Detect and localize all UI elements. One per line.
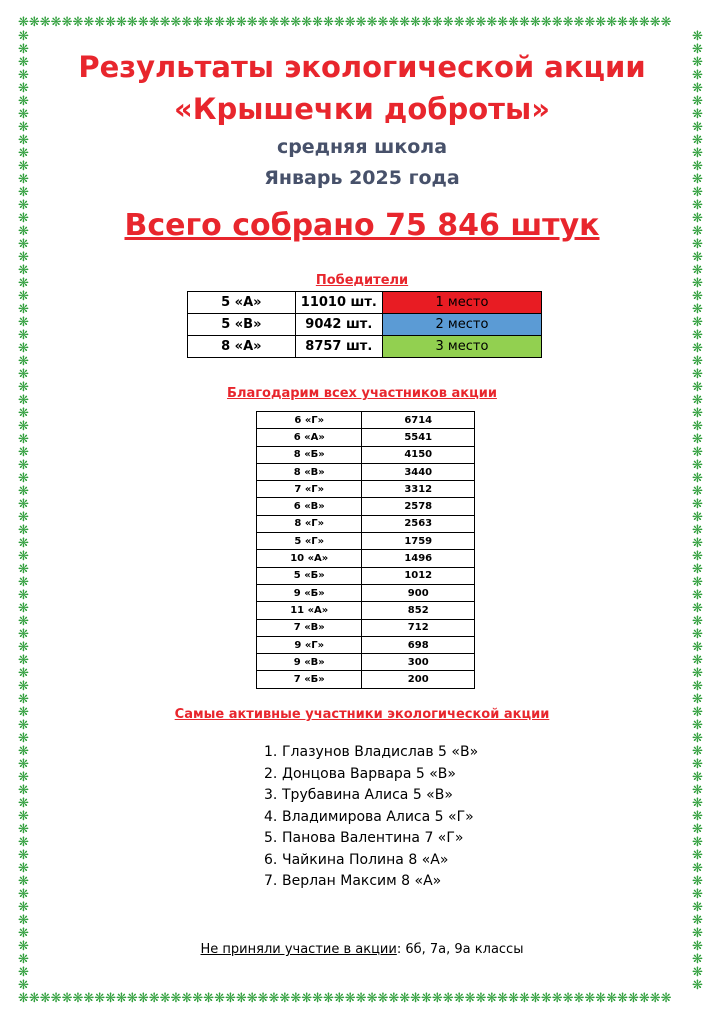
participant-class: 5 «Г» — [257, 533, 362, 550]
table-row — [257, 636, 475, 653]
table-row — [257, 463, 475, 480]
participant-count: 6714 — [362, 412, 475, 429]
table-row — [257, 533, 475, 550]
participant-count: 300 — [362, 654, 475, 671]
participant-count: 1759 — [362, 533, 475, 550]
border-right: ❋❋❋❋❋❋❋❋❋❋❋❋❋❋❋❋❋❋❋❋❋❋❋❋❋❋❋❋❋❋❋❋❋❋❋❋❋❋❋❋❋❋❋❋❋❋❋❋❋❋❋❋❋❋❋❋❋❋❋❋❋❋❋❋❋❋❋❋❋❋❋❋❋❋ — [692, 30, 703, 992]
list-item — [264, 828, 478, 850]
participant-count: 3440 — [362, 463, 475, 480]
list-text: Трубавина Алиса 5 «В» — [282, 787, 453, 803]
table-row — [257, 654, 475, 671]
participant-class: 10 «А» — [257, 550, 362, 567]
winner-class: 8 «А» — [188, 336, 296, 358]
table-row — [257, 550, 475, 567]
border-top: ❋❋❋❋❋❋❋❋❋❋❋❋❋❋❋❋❋❋❋❋❋❋❋❋❋❋❋❋❋❋❋❋❋❋❋❋❋❋❋❋❋❋❋❋❋❋❋❋❋❋❋❋❋❋❋❋❋❋❋❋ — [18, 16, 672, 30]
participant-class: 6 «В» — [257, 498, 362, 515]
subtitle-school: средняя школа — [276, 136, 448, 158]
table-row — [188, 292, 542, 314]
list-text: Панова Валентина 7 «Г» — [282, 830, 464, 846]
participant-class: 9 «Б» — [257, 584, 362, 601]
table-row — [257, 446, 475, 463]
participant-class: 7 «Б» — [257, 671, 362, 688]
table-row — [257, 602, 475, 619]
participant-count: 2563 — [362, 515, 475, 532]
total-collected: Всего собрано 75 846 штук — [124, 208, 600, 243]
border-bottom: ❋❋❋❋❋❋❋❋❋❋❋❋❋❋❋❋❋❋❋❋❋❋❋❋❋❋❋❋❋❋❋❋❋❋❋❋❋❋❋❋❋❋❋❋❋❋❋❋❋❋❋❋❋❋❋❋❋❋❋❋ — [18, 992, 672, 1006]
participant-class: 6 «А» — [257, 429, 362, 446]
winner-count: 9042 шт. — [295, 314, 382, 336]
list-text: Верлан Максим 8 «А» — [282, 873, 442, 889]
participants-heading: Благодарим всех участников акции — [227, 386, 497, 401]
non-participants-value: : 6б, 7а, 9а классы — [396, 942, 524, 957]
participant-count: 900 — [362, 584, 475, 601]
winners-heading: Победители — [315, 273, 409, 288]
border-left: ❋❋❋❋❋❋❋❋❋❋❋❋❋❋❋❋❋❋❋❋❋❋❋❋❋❋❋❋❋❋❋❋❋❋❋❋❋❋❋❋❋❋❋❋❋❋❋❋❋❋❋❋❋❋❋❋❋❋❋❋❋❋❋❋❋❋❋❋❋❋❋❋❋❋ — [18, 30, 29, 992]
list-item — [264, 871, 478, 893]
participant-count: 1496 — [362, 550, 475, 567]
winner-place-second: 2 место — [382, 314, 541, 336]
list-number: 5. — [264, 830, 278, 846]
participant-count: 712 — [362, 619, 475, 636]
list-text: Глазунов Владислав 5 «В» — [282, 744, 479, 760]
participant-count: 698 — [362, 636, 475, 653]
list-number: 6. — [264, 851, 278, 868]
participant-count: 2578 — [362, 498, 475, 515]
participant-count: 4150 — [362, 446, 475, 463]
table-row — [257, 671, 475, 688]
participant-count: 1012 — [362, 567, 475, 584]
participant-class: 8 «Г» — [257, 515, 362, 532]
table-row — [257, 567, 475, 584]
list-item — [264, 850, 478, 872]
participant-count: 3312 — [362, 481, 475, 498]
table-row — [188, 336, 542, 358]
participant-count: 852 — [362, 602, 475, 619]
participant-class: 8 «В» — [257, 463, 362, 480]
list-number: 4. — [264, 808, 278, 825]
table-row — [257, 619, 475, 636]
participant-class: 7 «В» — [257, 619, 362, 636]
list-text: Владимирова Алиса 5 «Г» — [282, 808, 474, 825]
table-row — [188, 314, 542, 336]
title-line-1: Результаты экологической акции — [78, 50, 646, 84]
winner-place-third: 3 место — [382, 336, 541, 358]
list-text: Чайкина Полина 8 «А» — [282, 851, 449, 868]
title-line-2: «Крышечки доброты» — [174, 92, 550, 126]
participant-class: 5 «Б» — [257, 567, 362, 584]
participants-table — [256, 411, 475, 689]
list-item — [264, 785, 478, 807]
list-text: Донцова Варвара 5 «В» — [282, 765, 456, 782]
winner-class: 5 «В» — [188, 314, 296, 336]
winner-class: 5 «А» — [188, 292, 296, 314]
active-heading: Самые активные участники экологической акции — [174, 707, 550, 722]
non-participants-label: Не приняли участие в акции — [200, 942, 397, 957]
table-row — [257, 412, 475, 429]
table-row — [257, 481, 475, 498]
winner-count: 8757 шт. — [295, 336, 382, 358]
participant-class: 6 «Г» — [257, 412, 362, 429]
winner-place-first: 1 место — [382, 292, 541, 314]
participant-class: 9 «В» — [257, 654, 362, 671]
list-number: 7. — [264, 873, 278, 889]
list-number: 1. — [264, 744, 278, 760]
participant-class: 11 «А» — [257, 602, 362, 619]
participant-class: 9 «Г» — [257, 636, 362, 653]
participant-count: 5541 — [362, 429, 475, 446]
list-item — [264, 742, 478, 764]
table-row — [257, 584, 475, 601]
active-participants-list — [264, 742, 478, 893]
non-participants-note — [0, 942, 724, 957]
participant-class: 8 «Б» — [257, 446, 362, 463]
list-item — [264, 807, 478, 829]
list-number: 3. — [264, 787, 278, 803]
participant-count: 200 — [362, 671, 475, 688]
list-item — [264, 764, 478, 786]
participant-class: 7 «Г» — [257, 481, 362, 498]
winners-table — [187, 291, 542, 358]
table-row — [257, 498, 475, 515]
subtitle-date: Январь 2025 года — [264, 167, 460, 189]
winner-count: 11010 шт. — [295, 292, 382, 314]
table-row — [257, 515, 475, 532]
list-number: 2. — [264, 765, 278, 782]
table-row — [257, 429, 475, 446]
